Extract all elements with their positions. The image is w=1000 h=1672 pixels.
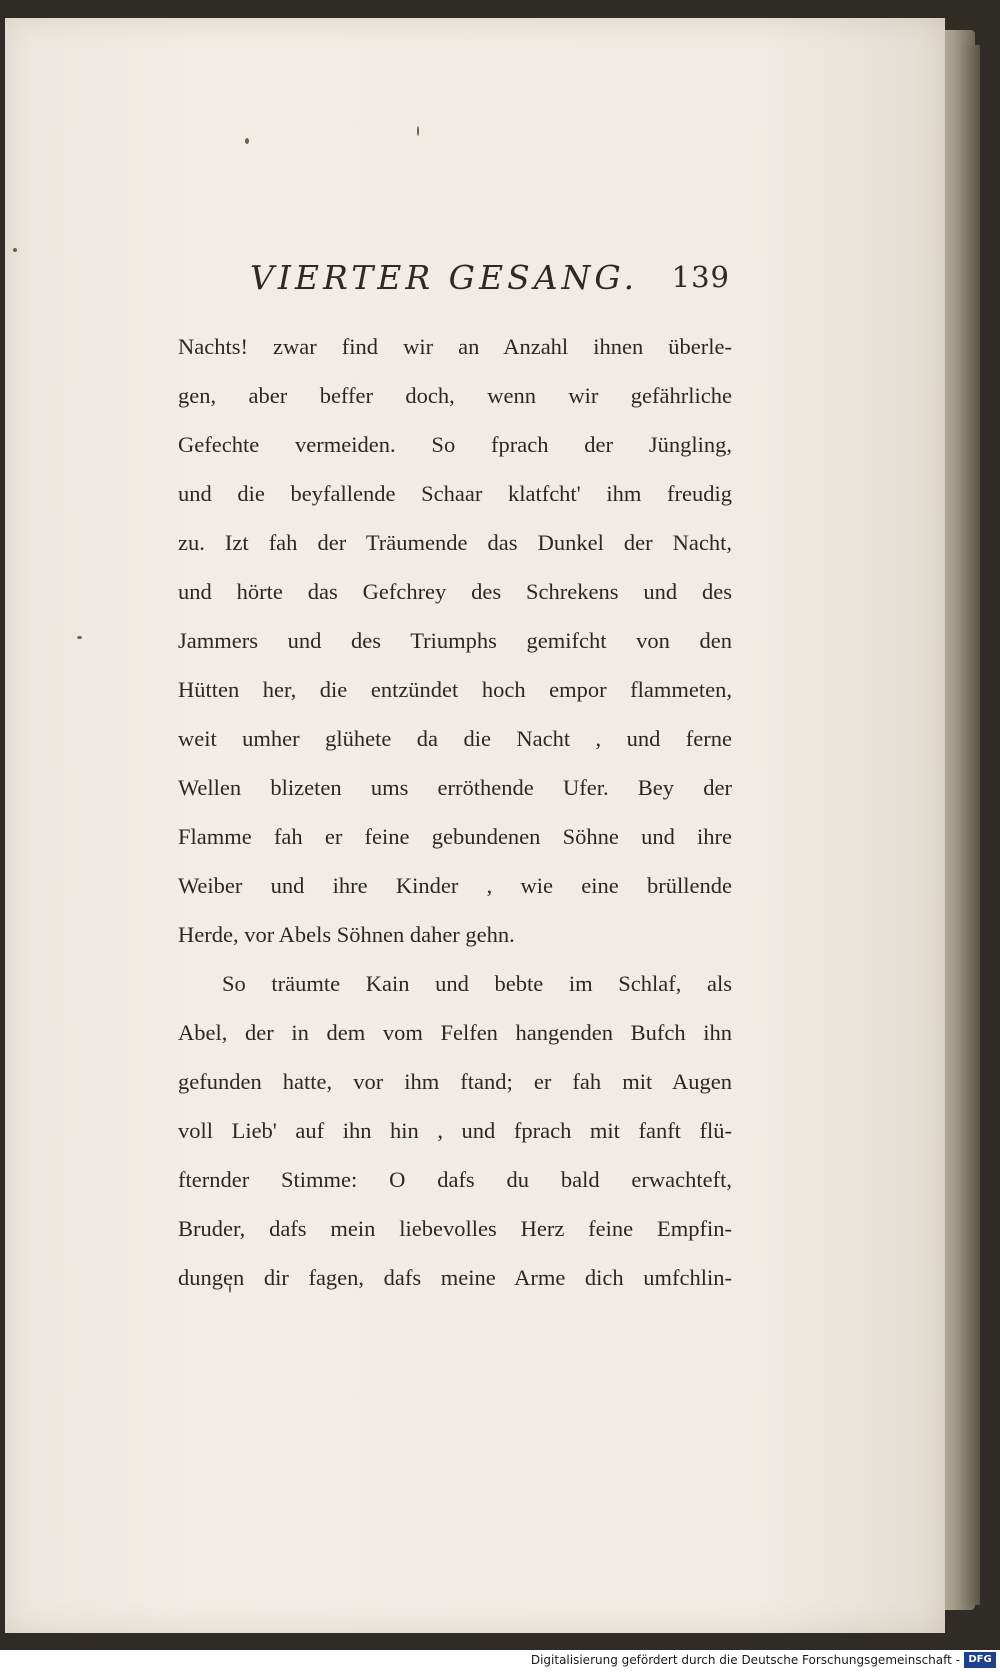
dfg-logo: DFG xyxy=(964,1652,996,1668)
paper-speck xyxy=(245,138,249,144)
paper-speck xyxy=(77,636,82,639)
text-line: Weiber und ihre Kinder , wie eine brüllende xyxy=(178,873,732,898)
page-stack-shadow xyxy=(960,45,980,1605)
digitization-footer xyxy=(0,1650,1000,1672)
text-line: voll Lieb' auf ihn hin , und fprach mit fanft flü- xyxy=(178,1118,732,1143)
text-line: Hütten her, die entzündet hoch empor flammeten, xyxy=(178,677,732,702)
text-line: Nachts! zwar find wir an Anzahl ihnen überle- xyxy=(178,334,732,359)
text-line: fternder Stimme: O dafs du bald erwachteft, xyxy=(178,1167,732,1192)
text-line: Flamme fah er feine gebundenen Söhne und ihre xyxy=(178,824,732,849)
text-line: Jammers und des Triumphs gemifcht von den xyxy=(178,628,732,653)
text-line: und hörte das Gefchrey des Schrekens und des xyxy=(178,579,732,604)
paper-speck xyxy=(13,248,17,252)
page-number: 139 xyxy=(671,260,730,294)
funding-credit: Digitalisierung gefördert durch die Deutsche Forschungsgemeinschaft - xyxy=(530,1653,960,1667)
text-line: gefunden hatte, vor ihm ftand; er fah mit Augen xyxy=(178,1069,732,1094)
text-line: dungen dir fagen, dafs meine Arme dich umfchlin- xyxy=(178,1265,732,1290)
paper-speck xyxy=(417,126,419,136)
running-head xyxy=(250,258,730,304)
text-line: Bruder, dafs mein liebevolles Herz feine Empfin- xyxy=(178,1216,732,1241)
body-text xyxy=(178,322,732,1302)
running-title: VIERTER GESANG. xyxy=(250,258,639,297)
text-line: gen, aber beffer doch, wenn wir gefährliche xyxy=(178,383,732,408)
paragraph-start-line: So träumte Kain und bebte im Schlaf, als xyxy=(222,971,732,996)
text-line: zu. Izt fah der Träumende das Dunkel der Nacht, xyxy=(178,530,732,555)
text-line: weit umher glühete da die Nacht , und ferne xyxy=(178,726,732,751)
text-line: Abel, der in dem vom Felfen hangenden Bufch ihn xyxy=(178,1020,732,1045)
text-line: und die beyfallende Schaar klatfcht' ihm freudig xyxy=(178,481,732,506)
paragraph-end-line: Herde, vor Abels Söhnen daher gehn. xyxy=(178,922,515,947)
text-line: Wellen blizeten ums erröthende Ufer. Bey der xyxy=(178,775,732,800)
text-line: Gefechte vermeiden. So fprach der Jüngling, xyxy=(178,432,732,457)
